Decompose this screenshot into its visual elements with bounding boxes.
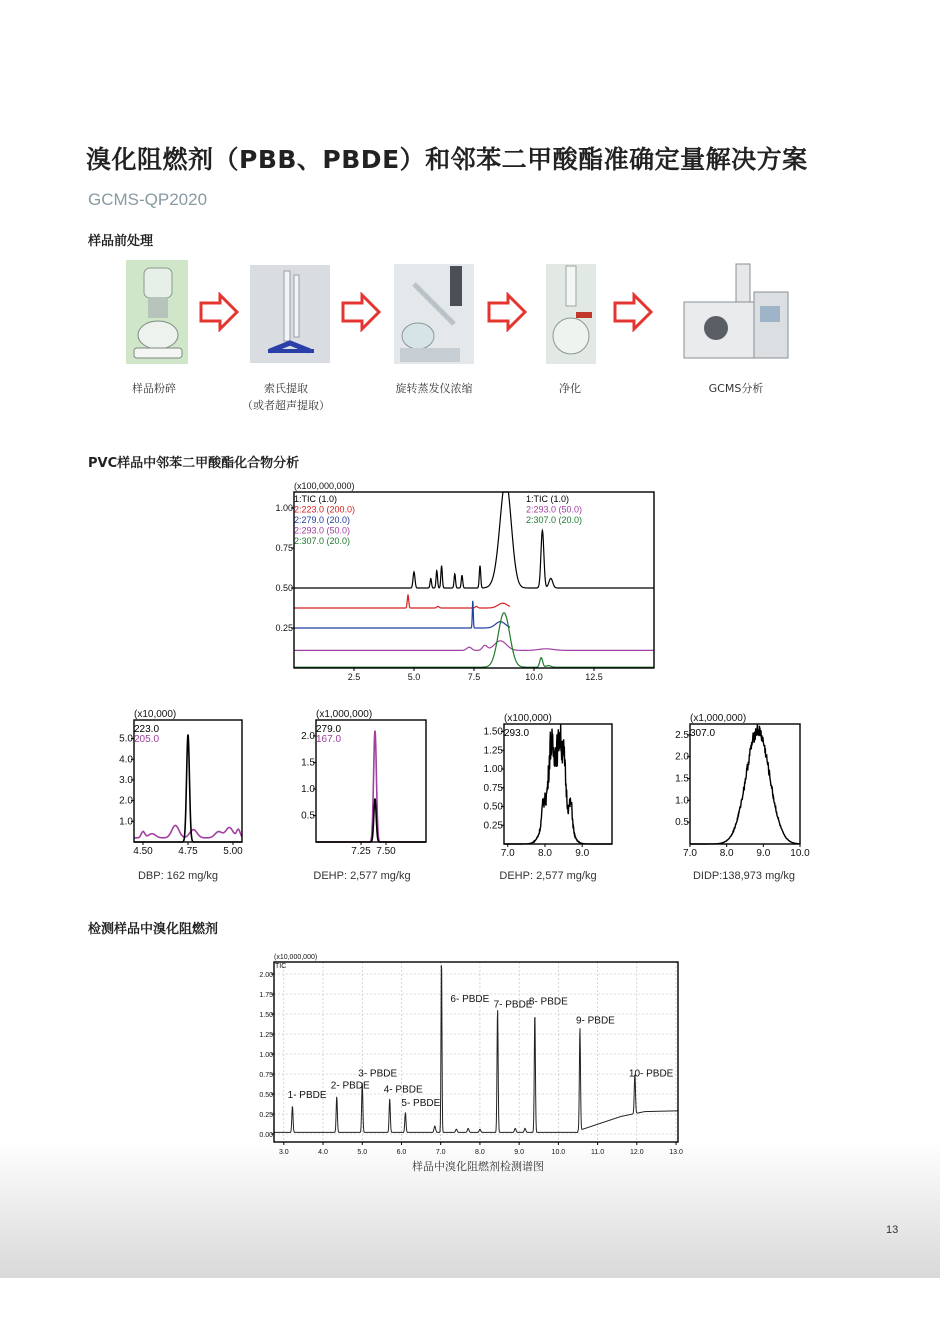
pbde-peak-label-4: 4- PBDE: [383, 1084, 423, 1096]
pbde-ytick-label-5: 1.25: [259, 1032, 273, 1039]
pbde-peak-label-6: 6- PBDE: [450, 994, 490, 1005]
pvc-main-xtick-label-0: 2.5: [347, 672, 361, 682]
soxhlet-photo-icon: [250, 265, 330, 363]
step-label-soxhlet-main: 索氏提取: [264, 382, 308, 395]
dehp-2-xtick-label-1: 8.0: [538, 848, 552, 859]
pbde-series-0: [274, 965, 678, 1132]
pbde-peak-label-1: 1- PBDE: [287, 1090, 327, 1101]
pvc-legend-left-0: 1:TIC (1.0): [294, 494, 338, 504]
flask-photo-icon: [546, 264, 596, 364]
pvc-legend-left-3: 2:293.0 (50.0): [294, 525, 351, 536]
pvc-legend-left-4: 2:307.0 (20.0): [294, 536, 351, 546]
bfr-heading: 检测样品中溴化阻燃剂: [88, 922, 219, 937]
pbde-xtick-label-7: 10.0: [551, 1149, 566, 1156]
dbp-ytick-label-1: 2.0: [119, 795, 133, 807]
didp-ytick-label-2: 1.5: [675, 773, 689, 785]
dehp-2-ytick-label-2: 0.75: [483, 782, 503, 794]
pbde-peak-label-2: 2- PBDE: [330, 1080, 370, 1092]
pbde-chromatogram: [248, 950, 688, 1162]
pbde-ytick-label-4: 1.00: [259, 1052, 273, 1059]
pbde-ytick-label-1: 0.25: [259, 1112, 273, 1119]
process-arrow-1-icon: [198, 292, 240, 332]
step-label-gcms: GCMS分析: [708, 382, 764, 395]
pvc-main-series-1: [294, 595, 510, 608]
pbde-peak-label-9: 9- PBDE: [575, 1015, 615, 1027]
dbp-xtick-label-0: 4.50: [133, 846, 153, 857]
didp-multiplier: (x1,000,000): [690, 713, 747, 724]
pvc-legend-left-1: 2:223.0 (200.0): [294, 504, 356, 515]
step-label-grinding: 样品粉碎: [132, 382, 176, 395]
dehp1-legend-1: 167.0: [316, 734, 342, 745]
gcms-instrument-photo-icon: [680, 262, 792, 362]
pbde-xtick-label-8: 11.0: [591, 1149, 605, 1156]
pvc-main-multiplier: (x100,000,000): [294, 481, 355, 491]
pbde-xtick-label-4: 7.0: [435, 1149, 446, 1156]
dehp-1-xtick-label-1: 7.50: [376, 846, 396, 857]
pvc-legend-right-2: 2:307.0 (20.0): [526, 515, 583, 525]
dehp-2-ytick-label-4: 1.25: [483, 745, 503, 757]
step-label-rotary: 旋转蒸发仪浓缩: [395, 382, 473, 395]
dbp-xtick-label-2: 5.00: [223, 846, 243, 857]
dbp-series-0: [134, 825, 242, 837]
pbde-xtick-label-5: 8.0: [475, 1149, 485, 1156]
didp-ytick-label-3: 2.0: [675, 751, 689, 763]
pbde-peak-label-10: 10- PBDE: [628, 1068, 674, 1080]
pbde-peak-label-3: 3- PBDE: [358, 1068, 398, 1080]
dehp-1-ytick-label-2: 1.5: [301, 757, 315, 769]
pbde-caption: 样品中溴化阻燃剂检测谱图: [412, 1161, 544, 1173]
dbp-series-1: [134, 734, 242, 842]
dehp-2-ytick-label-3: 1.00: [483, 764, 503, 775]
dehp-2-xtick-label-0: 7.0: [500, 848, 515, 859]
didp-legend-0: 307.0: [690, 728, 716, 739]
dehp-1-ytick-label-3: 2.0: [301, 730, 315, 742]
pbde-plot-frame: [274, 962, 678, 1142]
dehp-2-series-0: [504, 724, 612, 844]
didp-caption: DIDP:138,973 mg/kg: [692, 870, 796, 882]
dehp-2-xtick-label-2: 9.0: [575, 848, 590, 859]
dehp-1-series-0: [316, 731, 426, 842]
pbde-ytick-label-8: 2.00: [259, 972, 273, 979]
pvc-legend-left-2: 2:279.0 (20.0): [294, 515, 351, 525]
didp-series-0: [690, 725, 800, 844]
page-title: 溴化阻燃剂（PBB、PBDE）和邻苯二甲酸酯准确定量解决方案: [86, 145, 808, 174]
dbp-ytick-label-4: 5.0: [119, 733, 133, 745]
pvc-main-series-3: [294, 641, 654, 651]
step-label-soxhlet: [216, 380, 356, 414]
pvc-legend-right-1: 2:293.0 (50.0): [526, 504, 583, 515]
dehp-2-ytick-label-0: 0.25: [483, 820, 503, 832]
process-arrow-2-icon: [340, 292, 382, 332]
dehp-caption-2: DEHP: 2,577 mg/kg: [499, 870, 597, 882]
pvc-main-series-2: [294, 601, 510, 628]
dbp-ytick-label-0: 1.0: [119, 816, 133, 828]
dehp-caption-1: DEHP: 2,577 mg/kg: [313, 870, 411, 882]
dbp-legend-1: 205.0: [134, 734, 160, 745]
pbde-ytick-label-7: 1.75: [259, 992, 273, 999]
dehp-1-multiplier: (x1,000,000): [316, 709, 373, 720]
step-label-cleanup: 净化: [559, 382, 581, 395]
pbde-xtick-label-2: 5.0: [357, 1149, 368, 1156]
pvc-main-xtick-label-4: 12.5: [585, 672, 603, 682]
dehp-chromatogram-2: [468, 712, 628, 860]
pvc-heading: PVC样品中邻苯二甲酸酯化合物分析: [88, 456, 300, 471]
step-label-soxhlet-sub: （或者超声提取）: [242, 399, 330, 412]
pvc-main-ytick-label-3: 1.00: [275, 503, 293, 513]
pbde-peak-label-5: 5- PBDE: [401, 1098, 441, 1109]
pbde-trace-label: TIC: [275, 963, 287, 970]
pbde-peak-label-7: 7- PBDE: [493, 999, 533, 1011]
pbde-ytick-label-6: 1.50: [259, 1012, 273, 1019]
pvc-main-ytick-label-0: 0.25: [275, 623, 293, 633]
pvc-main-xtick-label-1: 5.0: [407, 672, 421, 682]
pretreatment-heading: 样品前处理: [88, 234, 154, 249]
pbde-xtick-label-10: 13.0: [669, 1149, 683, 1156]
dehp2-legend-0: 293.0: [504, 728, 530, 739]
pbde-xtick-label-6: 9.0: [514, 1149, 525, 1156]
pbde-peak-label-8: 8- PBDE: [528, 996, 568, 1008]
dbp-multiplier: (x10,000): [134, 709, 177, 720]
pvc-legend-right-0: 1:TIC (1.0): [526, 494, 570, 504]
pbde-xtick-label-1: 4.0: [318, 1149, 328, 1156]
process-arrow-4-icon: [612, 292, 654, 332]
dbp-ytick-label-2: 3.0: [119, 774, 133, 786]
didp-chromatogram: [650, 712, 818, 860]
page-number: 13: [886, 1224, 899, 1236]
grinder-photo-icon: [126, 260, 188, 364]
page-subtitle: GCMS-QP2020: [88, 190, 208, 209]
dehp-2-ytick-label-1: 0.50: [483, 801, 503, 813]
dehp-2-multiplier: (x100,000): [504, 713, 552, 724]
dehp-1-ytick-label-0: 0.5: [301, 810, 315, 822]
pvc-main-ytick-label-1: 0.50: [275, 583, 293, 593]
dehp-chromatogram-1: [284, 708, 444, 860]
dbp-ytick-label-3: 4.0: [119, 754, 133, 766]
didp-ytick-label-0: 0.5: [675, 817, 689, 829]
dehp-1-ytick-label-1: 1.0: [301, 783, 315, 795]
dbp-chromatogram: [100, 708, 260, 860]
pvc-main-xtick-label-2: 7.5: [467, 672, 481, 682]
pvc-main-ytick-label-2: 0.75: [275, 543, 293, 553]
dehp-1-xtick-label-0: 7.25: [351, 846, 371, 857]
process-arrow-3-icon: [486, 292, 528, 332]
pbde-xtick-label-3: 6.0: [396, 1149, 407, 1156]
rotary-evaporator-photo-icon: [394, 264, 474, 364]
dbp-caption: DBP: 162 mg/kg: [137, 870, 219, 882]
pbde-ytick-label-3: 0.75: [259, 1072, 273, 1079]
dehp1-legend-0: 279.0: [316, 724, 342, 735]
didp-xtick-label-1: 8.0: [719, 848, 734, 859]
didp-xtick-label-2: 9.0: [756, 848, 771, 859]
pbde-xtick-label-0: 3.0: [278, 1149, 289, 1156]
didp-ytick-label-1: 1.0: [675, 795, 689, 807]
didp-ytick-label-4: 2.5: [675, 729, 689, 741]
didp-xtick-label-3: 10.0: [790, 848, 810, 859]
dbp-legend-0: 223.0: [134, 724, 160, 735]
pbde-xtick-label-9: 12.0: [630, 1149, 644, 1156]
pbde-ytick-label-2: 0.50: [259, 1092, 273, 1099]
pvc-main-xtick-label-3: 10.0: [525, 672, 543, 682]
didp-xtick-label-0: 7.0: [683, 848, 697, 859]
dbp-xtick-label-1: 4.75: [178, 846, 198, 857]
dehp-2-ytick-label-5: 1.50: [483, 726, 503, 738]
pvc-main-chromatogram: [258, 476, 668, 690]
pbde-multiplier: (x10,000,000): [274, 954, 318, 961]
pbde-ytick-label-0: 0.00: [259, 1132, 273, 1139]
